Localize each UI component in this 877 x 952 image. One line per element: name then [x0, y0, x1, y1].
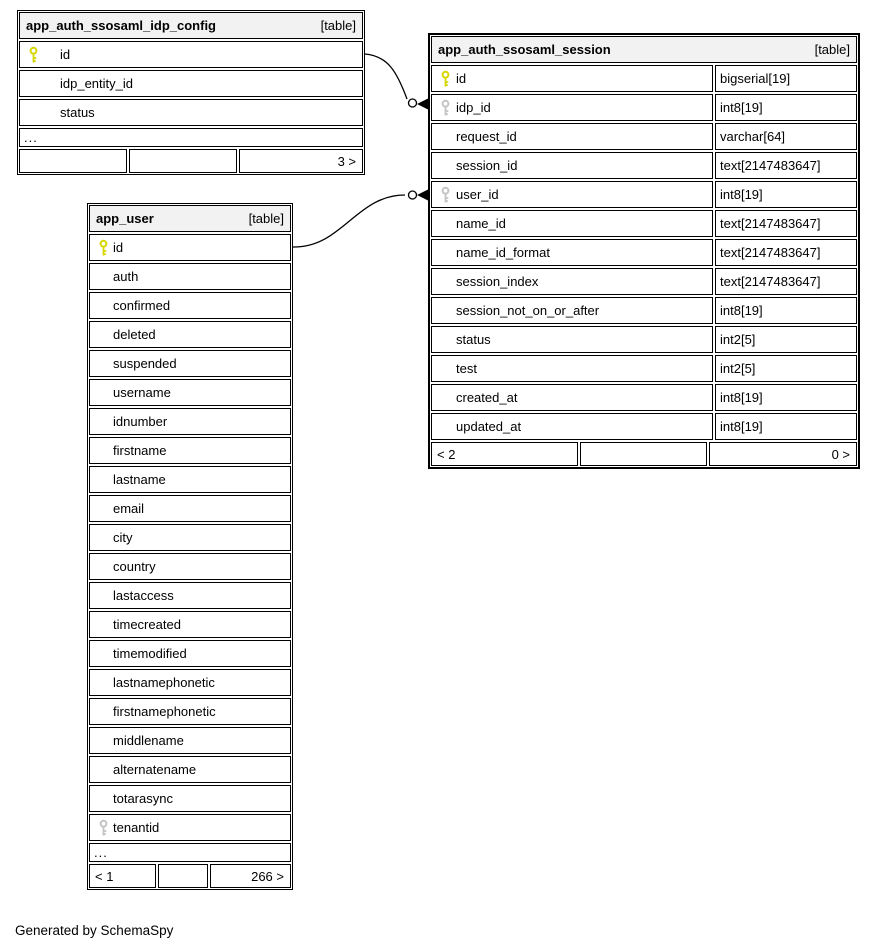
table-box-app_user	[87, 203, 293, 890]
column-type-cell: int8[19]	[715, 181, 857, 208]
column-row-lastaccess	[89, 582, 291, 609]
column-name-cell	[89, 466, 291, 493]
column-name-cell	[431, 239, 713, 266]
column-row-name_id	[431, 210, 857, 237]
column-name: firstnamephonetic	[113, 704, 216, 719]
column-type-cell: int8[19]	[715, 413, 857, 440]
column-row-session_not_on_or_after	[431, 297, 857, 324]
column-name: lastnamephonetic	[113, 675, 215, 690]
table-box-app_auth_ssosaml_session	[428, 33, 860, 469]
column-name: deleted	[113, 327, 156, 342]
zero-or-one-circle	[409, 191, 417, 199]
column-name-cell	[89, 582, 291, 609]
column-name-cell	[89, 379, 291, 406]
column-name-cell	[89, 756, 291, 783]
column-row-timemodified	[89, 640, 291, 667]
table-type-tag: [table]	[814, 42, 850, 57]
table-name[interactable]: app_auth_ssosaml_idp_config	[26, 18, 216, 33]
column-name-cell	[89, 611, 291, 638]
column-name-cell	[431, 123, 713, 150]
column-name-cell	[89, 785, 291, 812]
column-name-cell	[431, 355, 713, 382]
column-row-firstname	[89, 437, 291, 464]
table-type-tag: [table]	[248, 211, 284, 226]
table-type-tag: [table]	[320, 18, 356, 33]
column-row-city	[89, 524, 291, 551]
column-row-request_id	[431, 123, 857, 150]
ellipsis-cell: ...	[89, 843, 291, 862]
footer-mid-cell	[158, 864, 208, 888]
footer-children-cell: 0 >	[709, 442, 857, 466]
table-header[interactable]	[431, 36, 857, 63]
footer-parents-cell: < 1	[89, 864, 156, 888]
column-row-email	[89, 495, 291, 522]
column-name-cell	[89, 814, 291, 841]
table-footer	[19, 149, 363, 173]
column-row-user_id	[431, 181, 857, 208]
column-name-cell	[89, 350, 291, 377]
column-name: timecreated	[113, 617, 181, 632]
column-name-cell	[89, 234, 291, 261]
column-name: confirmed	[113, 298, 171, 313]
column-row-idp_id	[431, 94, 857, 121]
column-name: username	[113, 385, 171, 400]
column-row-middlename	[89, 727, 291, 754]
column-name-cell	[89, 263, 291, 290]
column-row-status	[19, 99, 363, 126]
footer-children-cell: 266 >	[210, 864, 291, 888]
column-row-suspended	[89, 350, 291, 377]
column-name: session_id	[456, 158, 518, 173]
column-type-cell: int8[19]	[715, 384, 857, 411]
primary-key-icon	[440, 70, 451, 87]
column-name: session_index	[456, 274, 539, 289]
column-name: lastname	[113, 472, 166, 487]
column-row-auth	[89, 263, 291, 290]
column-name: idp_id	[456, 100, 491, 115]
column-name-cell	[431, 326, 713, 353]
column-row-test	[431, 355, 857, 382]
column-name: idp_entity_id	[60, 76, 133, 91]
column-row-idnumber	[89, 408, 291, 435]
table-name[interactable]: app_auth_ssosaml_session	[438, 42, 611, 57]
ellipsis-cell: ...	[19, 128, 363, 147]
column-name-cell	[431, 210, 713, 237]
column-name-cell	[89, 408, 291, 435]
column-type-cell: bigserial[19]	[715, 65, 857, 92]
column-name: created_at	[456, 390, 518, 405]
column-row-lastnamephonetic	[89, 669, 291, 696]
column-name: status	[456, 332, 491, 347]
column-row-lastname	[89, 466, 291, 493]
primary-key-icon	[98, 239, 109, 256]
table-name[interactable]: app_user	[96, 211, 154, 226]
column-row-status	[431, 326, 857, 353]
collapsed-columns-row	[19, 128, 363, 147]
column-row-tenantid	[89, 814, 291, 841]
column-rows	[19, 41, 363, 126]
column-name: session_not_on_or_after	[456, 303, 600, 318]
column-name: name_id_format	[456, 245, 550, 260]
column-name-cell	[89, 553, 291, 580]
table-box-app_auth_ssosaml_idp_config	[17, 10, 365, 175]
column-row-alternatename	[89, 756, 291, 783]
column-row-id	[19, 41, 363, 68]
column-row-country	[89, 553, 291, 580]
column-name-cell	[89, 321, 291, 348]
column-name: id	[456, 71, 467, 86]
table-footer	[431, 442, 857, 466]
column-name: email	[113, 501, 145, 516]
column-name-cell	[431, 65, 713, 92]
footer-parents-cell	[19, 149, 127, 173]
column-row-id	[431, 65, 857, 92]
column-row-firstnamephonetic	[89, 698, 291, 725]
column-name-cell	[89, 727, 291, 754]
column-name: id	[60, 47, 71, 62]
column-type-cell: text[2147483647]	[715, 268, 857, 295]
column-name: user_id	[456, 187, 499, 202]
column-name: suspended	[113, 356, 177, 371]
column-name: totarasync	[113, 791, 173, 806]
footer-mid-cell	[580, 442, 708, 466]
column-row-username	[89, 379, 291, 406]
primary-key-icon	[28, 46, 39, 63]
column-name: firstname	[113, 443, 167, 458]
relationship-line	[293, 195, 405, 247]
column-name-cell	[431, 297, 713, 324]
column-type-cell: int8[19]	[715, 297, 857, 324]
column-row-updated_at	[431, 413, 857, 440]
column-name-cell	[89, 292, 291, 319]
column-row-timecreated	[89, 611, 291, 638]
column-type-cell: int2[5]	[715, 326, 857, 353]
column-name-cell	[431, 268, 713, 295]
column-name-cell	[431, 94, 713, 121]
fk-arrowhead-icon	[417, 190, 428, 201]
column-name-cell	[431, 413, 713, 440]
column-name: idnumber	[113, 414, 168, 429]
column-name-cell	[89, 524, 291, 551]
column-name-cell	[89, 669, 291, 696]
table-footer	[89, 864, 291, 888]
column-name: city	[113, 530, 133, 545]
column-name: lastaccess	[113, 588, 174, 603]
column-row-session_id	[431, 152, 857, 179]
column-name-cell	[431, 181, 713, 208]
column-name-cell	[431, 152, 713, 179]
column-row-id	[89, 234, 291, 261]
column-name-cell	[89, 698, 291, 725]
column-name: request_id	[456, 129, 517, 144]
column-name: alternatename	[113, 762, 197, 777]
column-name: middlename	[113, 733, 184, 748]
column-row-session_index	[431, 268, 857, 295]
table-header[interactable]	[89, 205, 291, 232]
column-rows	[431, 65, 857, 440]
column-name: status	[60, 105, 95, 120]
footer-children-cell: 3 >	[239, 149, 363, 173]
column-type-cell: int2[5]	[715, 355, 857, 382]
column-type-cell: text[2147483647]	[715, 239, 857, 266]
column-name: country	[113, 559, 156, 574]
column-name: name_id	[456, 216, 506, 231]
relationship-user-id-to-session-user_id	[293, 190, 428, 248]
column-row-deleted	[89, 321, 291, 348]
relationship-idpconfig-id-to-session-idp_id	[365, 54, 428, 110]
column-row-name_id_format	[431, 239, 857, 266]
collapsed-columns-row	[89, 843, 291, 862]
column-name-cell	[89, 640, 291, 667]
foreign-key-icon	[440, 186, 451, 203]
column-name: auth	[113, 269, 139, 284]
column-name: updated_at	[456, 419, 522, 434]
column-name-cell	[89, 437, 291, 464]
fk-arrowhead-icon	[417, 99, 428, 110]
table-header[interactable]	[19, 12, 363, 39]
foreign-key-icon	[98, 819, 109, 836]
zero-or-one-circle	[409, 99, 417, 107]
footer-parents-cell: < 2	[431, 442, 578, 466]
column-rows	[89, 234, 291, 841]
column-row-totarasync	[89, 785, 291, 812]
column-row-created_at	[431, 384, 857, 411]
column-name: id	[113, 240, 124, 255]
column-type-cell: text[2147483647]	[715, 152, 857, 179]
column-name: test	[456, 361, 477, 376]
foreign-key-icon	[440, 99, 451, 116]
column-row-confirmed	[89, 292, 291, 319]
column-name-cell	[19, 99, 363, 126]
column-type-cell: varchar[64]	[715, 123, 857, 150]
relationship-line	[365, 54, 407, 99]
column-name: timemodified	[113, 646, 187, 661]
column-name-cell	[89, 495, 291, 522]
column-name-cell	[19, 41, 363, 68]
footer-mid-cell	[129, 149, 237, 173]
column-name-cell	[19, 70, 363, 97]
column-row-idp_entity_id	[19, 70, 363, 97]
generated-by-note: Generated by SchemaSpy	[15, 923, 174, 938]
column-name-cell	[431, 384, 713, 411]
column-name: tenantid	[113, 820, 160, 835]
column-type-cell: text[2147483647]	[715, 210, 857, 237]
column-type-cell: int8[19]	[715, 94, 857, 121]
